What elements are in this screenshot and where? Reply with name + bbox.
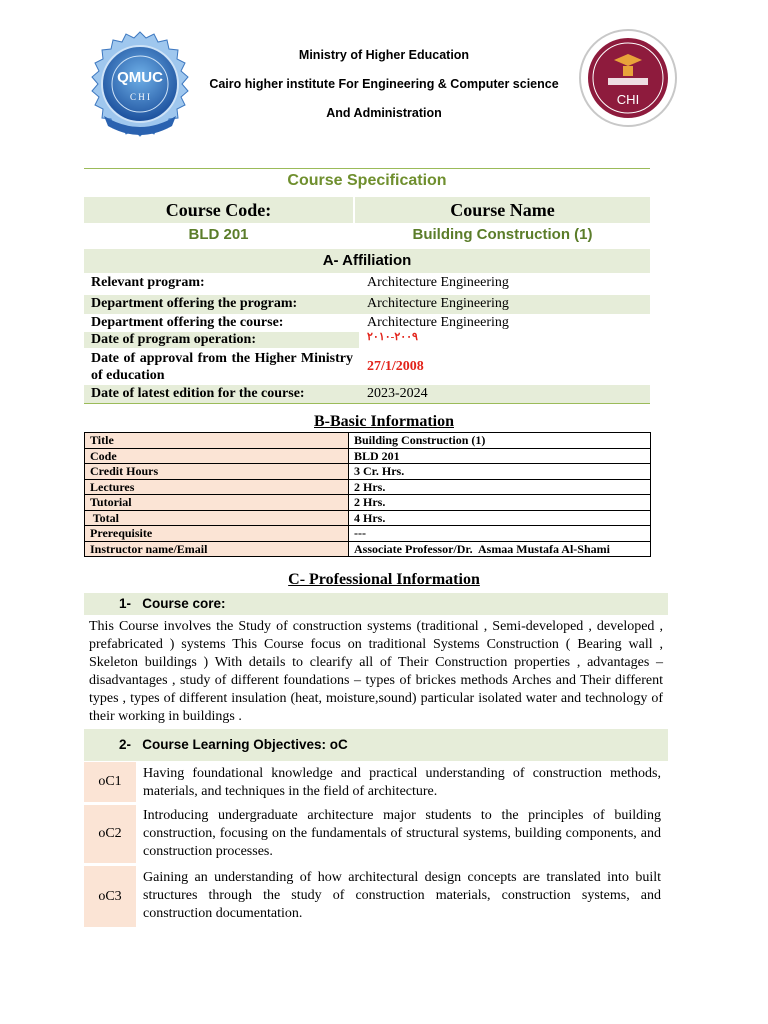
seal-text: QMUC	[117, 69, 163, 86]
table-cell-value: 4 Hrs.	[349, 510, 651, 526]
table-cell-key: Title	[85, 433, 349, 449]
table-row	[85, 448, 651, 464]
affiliation-value: Architecture Engineering	[367, 315, 509, 330]
table-cell-value: 3 Cr. Hrs.	[349, 464, 651, 480]
table-row	[85, 433, 651, 449]
table-cell-value: 2 Hrs.	[349, 479, 651, 495]
affiliation-row	[84, 385, 650, 403]
table-cell-key: Lectures	[85, 479, 349, 495]
affiliation-row	[84, 349, 650, 385]
basic-information-table	[84, 432, 651, 557]
seal-subtext: C H I	[130, 92, 150, 102]
table-cell-value: 2 Hrs.	[349, 495, 651, 511]
table-cell-value: Building Construction (1)	[349, 433, 651, 449]
affiliation-label: Department offering the course:	[91, 315, 284, 330]
table-cell-key: Credit Hours	[85, 464, 349, 480]
ministry-line: Ministry of Higher Education	[298, 48, 470, 62]
table-cell-key: Total	[85, 510, 349, 526]
table-cell-key: Instructor name/Email	[85, 541, 349, 557]
affiliation-row	[84, 295, 650, 314]
table-cell-value: ---	[349, 526, 651, 542]
affiliation-label: Date of approval from the Higher Ministry of education	[91, 351, 353, 383]
course-name-value: Building Construction (1)	[412, 226, 593, 243]
objective-code: oC2	[84, 805, 136, 863]
table-row	[85, 510, 651, 526]
institute-line: Cairo higher institute For Engineering & Computer science	[209, 77, 559, 91]
basic-information-title: B-Basic Information	[314, 413, 454, 430]
administration-line: And Administration	[326, 106, 442, 120]
affiliation-row	[84, 274, 650, 294]
professional-information-title: C- Professional Information	[288, 571, 480, 588]
affiliation-label: Date of program operation:	[91, 332, 256, 347]
course-code-label: Course Code:	[84, 197, 353, 223]
objective-text: Having foundational knowledge and practical understanding of construction methods, materials, and techniques in the field of architecture.	[143, 766, 661, 799]
objective-code: oC1	[84, 762, 136, 802]
table-cell-key: Tutorial	[85, 495, 349, 511]
table-row	[85, 479, 651, 495]
program-operation-date: ٢٠٠٩-٢٠١٠	[367, 331, 418, 343]
affiliation-label: Date of latest edition for the course:	[91, 386, 305, 401]
objective-code: oC3	[84, 866, 136, 927]
table-row	[85, 464, 651, 480]
objective-text: Introducing undergraduate architecture major students to the principles of building construction, focusing on the fundamentals of structural systems, building components, and construction processes.	[143, 808, 661, 859]
affiliation-value: Architecture Engineering	[367, 275, 509, 290]
top-divider	[84, 168, 650, 169]
objectives-heading-band	[84, 729, 668, 761]
table-cell-value: BLD 201	[349, 448, 651, 464]
chi-institute-logo	[578, 28, 678, 128]
affiliation-value: Architecture Engineering	[367, 296, 509, 311]
table-row	[85, 495, 651, 511]
chi-logo-text: CHI	[616, 92, 640, 107]
course-code-value: BLD 201	[188, 226, 249, 243]
objective-text: Gaining an understanding of how architectural design concepts are translated into built structures through the study of construction materials, construction systems, and construction documentation.	[143, 870, 661, 921]
table-row	[85, 526, 651, 542]
course-core-heading-band	[84, 593, 668, 615]
table-cell-key: Prerequisite	[85, 526, 349, 542]
affiliation-value: 2023-2024	[367, 386, 428, 401]
affiliation-bottom-divider	[84, 403, 650, 404]
course-core-heading: 1- Course core:	[119, 596, 226, 611]
course-name-label: Course Name	[355, 197, 650, 223]
affiliation-title: A- Affiliation	[84, 249, 650, 273]
affiliation-label: Department offering the program:	[91, 296, 298, 311]
affiliation-row	[84, 332, 650, 348]
table-cell-value: Associate Professor/Dr. Asmaa Mustafa Al-Shami	[349, 541, 651, 557]
course-specification-title: Course Specification	[287, 172, 447, 189]
approval-date: 27/1/2008	[367, 359, 424, 374]
table-cell-key: Code	[85, 448, 349, 464]
table-row	[85, 541, 651, 557]
objectives-heading: 2- Course Learning Objectives: oC	[119, 737, 348, 752]
course-core-text: This Course involves the Study of construction systems (traditional , Semi-developed , developed , prefabricated ) systems This Course focus on traditional Systems Construction ( Bearing wall , Skeleton buildings ) With details to clearify all of Their Construction properties , advantages – disadvantages , study of different foundations – types of brickes methods Arches and Their different types , types of different insulation (heat, moisture,sound) particular isolated water and technology of their working in buildings .	[89, 619, 663, 724]
affiliation-label: Relevant program:	[91, 275, 205, 290]
